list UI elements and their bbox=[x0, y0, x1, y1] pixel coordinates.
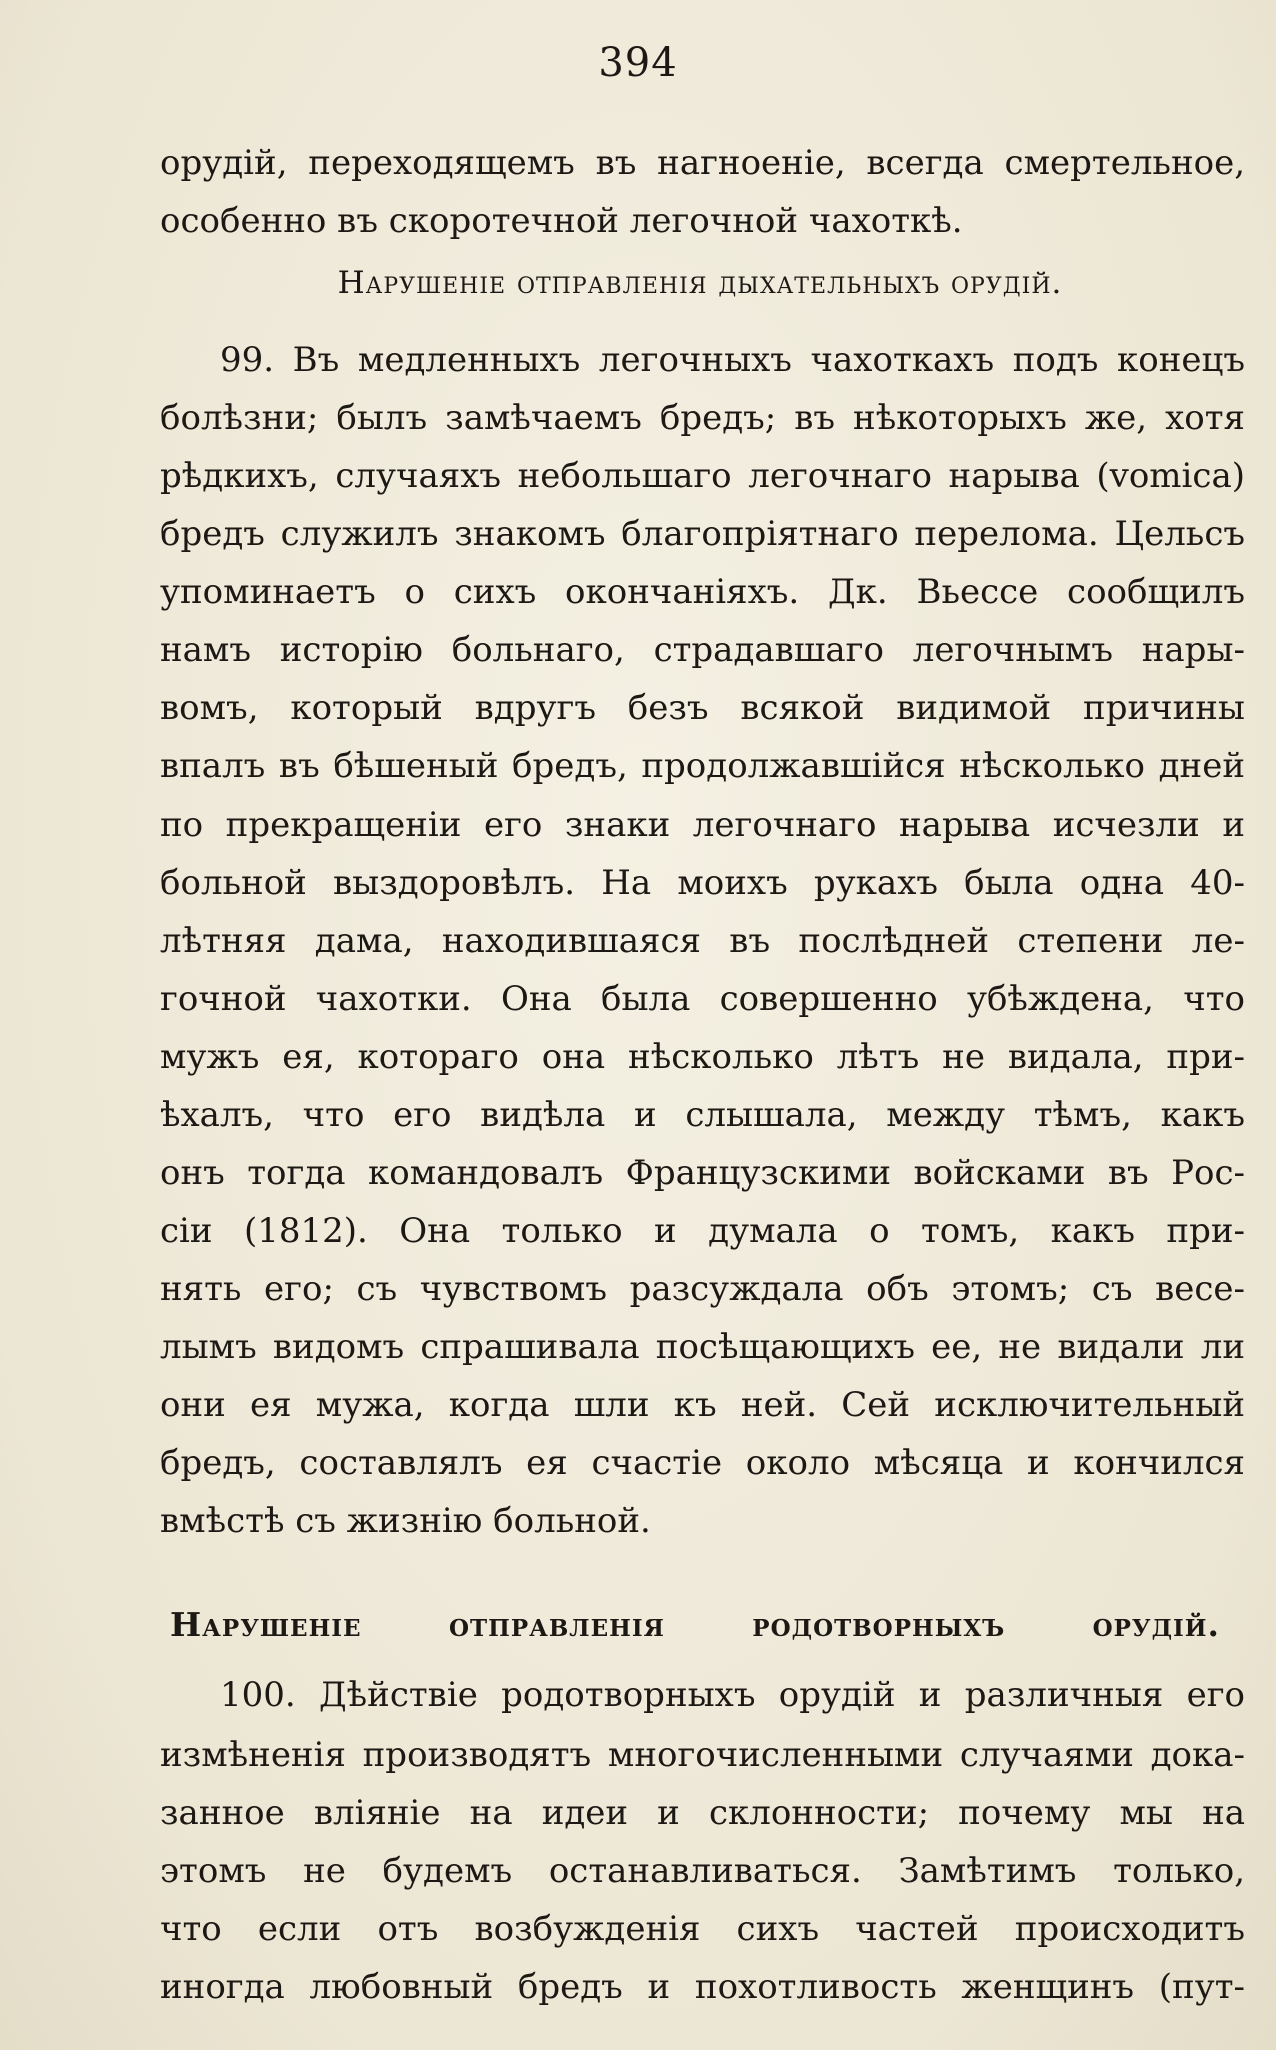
text-line: болѣзни; былъ замѣчаемъ бредъ; въ нѣкоторыхъ же, хотя bbox=[160, 398, 1245, 438]
text-line: рѣдкихъ, случаяхъ небольшаго легочнаго нарыва (vomica) bbox=[160, 456, 1245, 496]
text-line: орудій, переходящемъ въ нагноеніе, всегда смертельное, bbox=[160, 143, 1245, 183]
text-line: этомъ не будемъ останавливаться. Замѣтимъ только, bbox=[160, 1851, 1245, 1891]
text-line: упоминаетъ о сихъ окончаніяхъ. Дк. Вьессе сообщилъ bbox=[160, 572, 1245, 612]
text-line: 100. Дѣйствіе родотворныхъ орудій и различныя его bbox=[220, 1675, 1245, 1715]
text-line: что если отъ возбужденія сихъ частей происходитъ bbox=[160, 1909, 1245, 1949]
text-line: нять его; съ чувствомъ разсуждала объ этомъ; съ весе- bbox=[160, 1269, 1245, 1309]
text-line: вмѣстѣ съ жизнію больной. bbox=[160, 1501, 651, 1541]
text-line: 99. Въ медленныхъ легочныхъ чахоткахъ подъ конецъ bbox=[220, 340, 1245, 380]
text-line: занное вліяніе на идеи и склонности; почему мы на bbox=[160, 1793, 1245, 1833]
text-line: бредъ служилъ знакомъ благопріятнаго перелома. Цельсъ bbox=[160, 514, 1245, 554]
section-heading-reproductive: Нарушеніе отправленія родотворныхъ орудій. bbox=[170, 1605, 1220, 1644]
text-line: бредъ, составлялъ ея счастіе около мѣсяца и кончился bbox=[160, 1443, 1245, 1483]
text-line: лымъ видомъ спрашивала посѣщающихъ ее, не видали ли bbox=[160, 1327, 1245, 1367]
text-line: иногда любовный бредъ и похотливость женщинъ (пут- bbox=[160, 1967, 1245, 2007]
text-line: ѣхалъ, что его видѣла и слышала, между тѣмъ, какъ bbox=[160, 1095, 1245, 1135]
text-line: вомъ, который вдругъ безъ всякой видимой причины bbox=[160, 688, 1245, 728]
text-line: онъ тогда командовалъ Французскими войсками въ Рос- bbox=[160, 1153, 1245, 1193]
text-line: больной выздоровѣлъ. На моихъ рукахъ была одна 40- bbox=[160, 863, 1245, 903]
text-line: лѣтняя дама, находившаяся въ послѣдней степени ле- bbox=[160, 921, 1245, 961]
text-line: мужъ ея, котораго она нѣсколько лѣтъ не видала, при- bbox=[160, 1037, 1245, 1077]
page-number: 394 bbox=[598, 40, 678, 86]
text-line: впалъ въ бѣшеный бредъ, продолжавшійся нѣсколько дней bbox=[160, 746, 1245, 786]
text-line: гочной чахотки. Она была совершенно убѣждена, что bbox=[160, 979, 1245, 1019]
section-heading-respiratory: Нарушеніе отправленія дыхательныхъ орудій. bbox=[337, 265, 1063, 301]
text-line: особенно въ скоротечной легочной чахоткѣ. bbox=[160, 201, 963, 241]
text-line: они ея мужа, когда шли къ ней. Сей исключительный bbox=[160, 1385, 1245, 1425]
text-line: измѣненія производятъ многочисленными случаями дока- bbox=[160, 1735, 1245, 1775]
text-line: сіи (1812). Она только и думала о томъ, какъ при- bbox=[160, 1211, 1245, 1251]
text-line: намъ исторію больнаго, страдавшаго легочнымъ нары- bbox=[160, 630, 1245, 670]
text-line: по прекращеніи его знаки легочнаго нарыва исчезли и bbox=[160, 805, 1245, 845]
